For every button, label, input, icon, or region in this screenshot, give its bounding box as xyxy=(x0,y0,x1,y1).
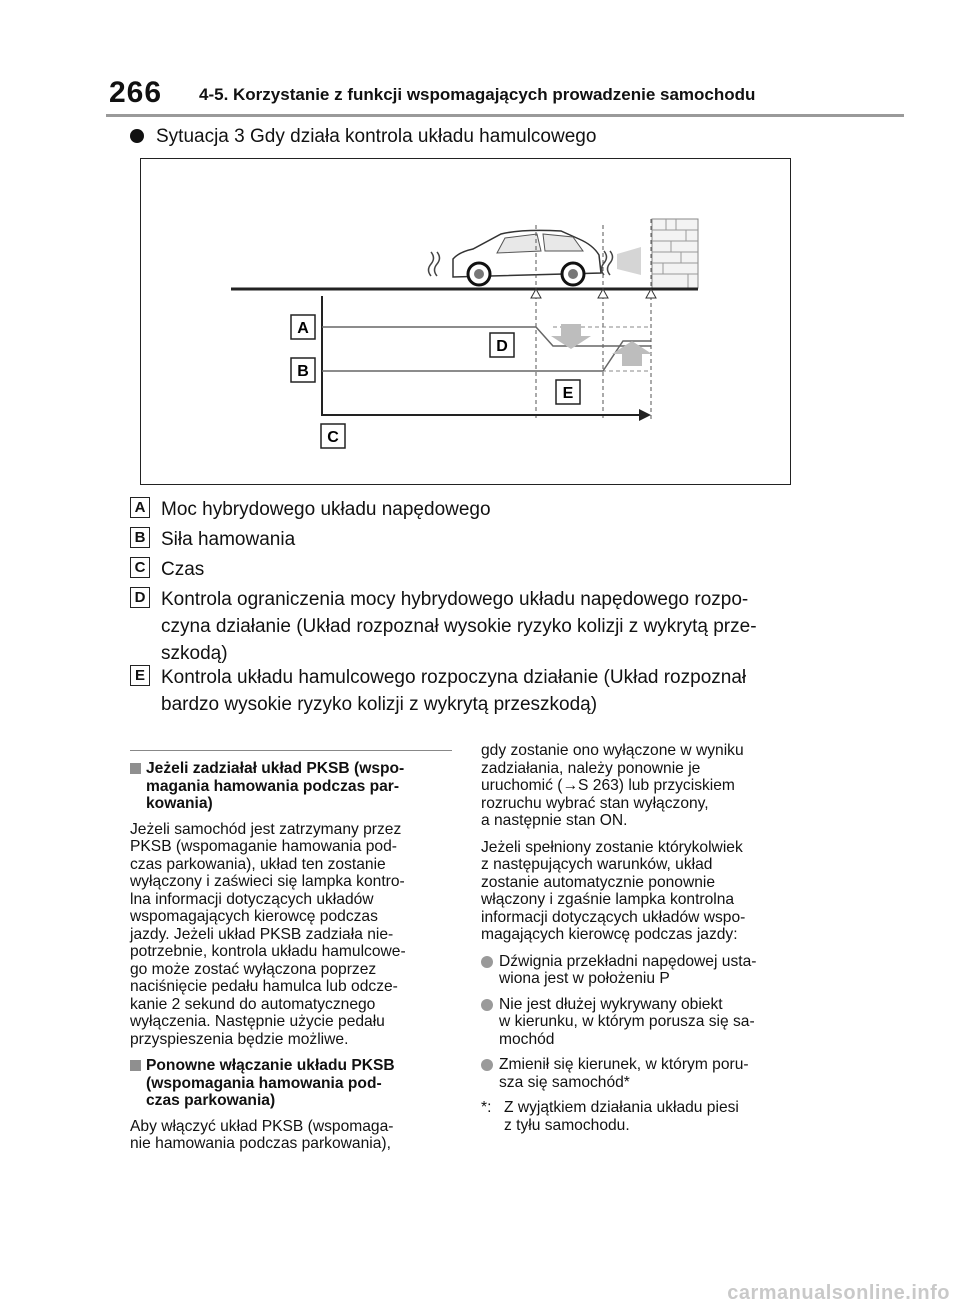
legend-line: czyna działanie (Układ rozpoznał wysokie ryzyko kolizji z wykrytą prze- xyxy=(161,616,757,637)
legend-text xyxy=(161,496,821,523)
heading-line: magania hamowania podczas par- xyxy=(146,777,400,795)
legend-item-e xyxy=(130,664,830,718)
legend-key-box: C xyxy=(130,557,150,578)
text-line: zostanie automatycznie ponownie xyxy=(481,873,716,891)
legend-item-a xyxy=(130,496,830,523)
text-line: Zmienił się kierunek, w którym poru- xyxy=(499,1056,749,1073)
text-line: magających kierowcę podczas jazdy: xyxy=(481,926,738,943)
text-line: w kierunku, w którym porusza się sa- xyxy=(499,1013,755,1030)
text-line: wiona jest w położeniu P xyxy=(499,970,670,987)
text-line: zadziałania, należy ponownie je xyxy=(481,759,701,777)
bullet-dot-icon xyxy=(481,999,493,1011)
square-bullet-icon xyxy=(130,1060,141,1071)
text-line: lna informacji dotyczących układów xyxy=(130,890,374,908)
heading-line: kowania) xyxy=(146,795,213,812)
text-line: Aby włączyć układ PKSB (wspomaga- xyxy=(130,1117,394,1135)
heading-line: (wspomagania hamowania pod- xyxy=(146,1074,382,1092)
text-line: czas parkowania), układ ten zostanie xyxy=(130,855,386,873)
legend-key-box: E xyxy=(130,665,150,686)
bullet-dot-icon xyxy=(481,956,493,968)
column-rule xyxy=(130,750,452,751)
paragraph xyxy=(481,839,821,944)
text-line: Jeżeli spełniony zostanie którykolwiek xyxy=(481,838,743,856)
text-line: wyłączony i zaświeci się lampka kontro- xyxy=(130,873,405,890)
text-line: PKSB (wspomaganie hamowania pod- xyxy=(130,838,397,855)
text-line: wspomagających kierowcę podczas xyxy=(130,908,378,925)
footnote-marker: *: xyxy=(481,1099,492,1116)
text-line: informacji dotyczących układów wspo- xyxy=(481,908,746,926)
marker-c xyxy=(321,424,345,448)
heading-line: czas parkowania) xyxy=(146,1092,276,1109)
watermark: carmanualsonline.info xyxy=(727,1282,950,1304)
text-line: jazdy. Jeżeli układ PKSB zadziała nie- xyxy=(130,925,394,943)
legend-text xyxy=(161,664,821,718)
text-line: go może zostać wyłączona poprzez xyxy=(130,960,377,978)
legend-key-box: B xyxy=(130,527,150,548)
text-line: naciśnięcie pedału hamulca lub odcze- xyxy=(130,978,398,995)
legend-line: Moc hybrydowego układu napędowego xyxy=(161,499,491,520)
list-item xyxy=(481,1056,821,1091)
text-line: wyłączenia. Następnie użycie pedału xyxy=(130,1013,385,1030)
bullet-dot-icon xyxy=(130,129,144,143)
heading-pksb-activated xyxy=(130,760,460,813)
bullet-dot-icon xyxy=(481,1059,493,1071)
situation-title-text: Sytuacja 3 Gdy działa kontrola układu hamulcowego xyxy=(156,126,597,147)
marker-e-label: E xyxy=(562,385,574,402)
situation-title xyxy=(130,126,596,148)
text-line: z tyłu samochodu. xyxy=(504,1116,630,1134)
text-line: przyspieszenia będzie możliwe. xyxy=(130,1030,349,1048)
marker-b-label: B xyxy=(297,363,309,380)
text-line: rozruchu wybrać stan wyłączony, xyxy=(481,794,709,812)
marker-a-label: A xyxy=(297,320,309,337)
marker-d-label: D xyxy=(496,338,508,355)
list-item xyxy=(481,953,821,988)
paragraph xyxy=(130,1118,460,1153)
time-axis-arrow-icon xyxy=(639,409,651,421)
text-line: włączony i zgaśnie lampka kontrolna xyxy=(481,891,735,908)
list-item xyxy=(481,996,821,1049)
text-line: sza się samochód* xyxy=(499,1073,630,1091)
diagram-svg xyxy=(141,159,792,486)
legend-key-box: D xyxy=(130,587,150,608)
text-line: uruchomić (→S 263) lub przyciskiem xyxy=(481,777,735,794)
text-line: a następnie stan ON. xyxy=(481,812,628,829)
text-line: mochód xyxy=(499,1030,555,1048)
legend-line: szkodą) xyxy=(161,643,228,664)
text-line: Jeżeli samochód jest zatrzymany przez xyxy=(130,820,402,838)
legend-text xyxy=(161,556,821,583)
power-curve xyxy=(322,327,651,346)
marker-c-label: C xyxy=(327,429,339,446)
brick-wall-icon xyxy=(652,219,698,288)
legend-text xyxy=(161,586,821,667)
heading-line: Jeżeli zadziałał układ PKSB (wspo- xyxy=(146,760,405,777)
footnote xyxy=(481,1099,821,1134)
legend-line: Kontrola układu hamulcowego rozpoczyna działanie (Układ rozpoznał xyxy=(161,667,747,688)
legend-key-box: A xyxy=(130,497,150,518)
heading-line: Ponowne włączanie układu PKSB xyxy=(146,1057,395,1074)
car-icon xyxy=(429,230,642,285)
legend-text xyxy=(161,526,821,553)
text-line: nie hamowania podczas parkowania), xyxy=(130,1135,391,1152)
square-bullet-icon xyxy=(130,763,141,774)
header-rule xyxy=(106,114,904,117)
paragraph xyxy=(130,821,460,1049)
heading-pksb-reenable xyxy=(130,1057,460,1110)
text-line: Nie jest dłużej wykrywany obiekt xyxy=(499,995,723,1013)
up-arrow-icon xyxy=(612,341,652,366)
legend-line: bardzo wysokie ryzyko kolizji z wykrytą przeszkodą) xyxy=(161,694,598,715)
section-title: 4-5. Korzystanie z funkcji wspomagających prowadzenie samochodu xyxy=(199,85,756,104)
legend-line: Siła hamowania xyxy=(161,529,296,550)
marker-a xyxy=(291,315,315,339)
text-line: potrzebnie, kontrola układu hamulcowe- xyxy=(130,943,406,960)
paragraph xyxy=(481,742,821,830)
text-line: Dźwignia przekładni napędowej usta- xyxy=(499,952,757,970)
text-line: z następujących warunków, układ xyxy=(481,856,713,873)
diagram-figure xyxy=(140,158,791,485)
legend-item-c xyxy=(130,556,830,583)
legend-item-d xyxy=(130,586,830,667)
right-column xyxy=(481,742,821,1134)
marker-b xyxy=(291,358,315,382)
text-line: gdy zostanie ono wyłączone w wyniku xyxy=(481,742,744,759)
page-number: 266 xyxy=(109,76,163,109)
legend-item-b xyxy=(130,526,830,553)
legend-line: Kontrola ograniczenia mocy hybrydowego układu napędowego rozpo- xyxy=(161,589,749,610)
marker-d xyxy=(490,333,514,357)
marker-e xyxy=(556,380,580,404)
text-line: Z wyjątkiem działania układu piesi xyxy=(504,1099,739,1116)
text-line: kanie 2 sekund do automatycznego xyxy=(130,995,376,1013)
legend-line: Czas xyxy=(161,559,205,580)
left-column xyxy=(130,760,460,1162)
